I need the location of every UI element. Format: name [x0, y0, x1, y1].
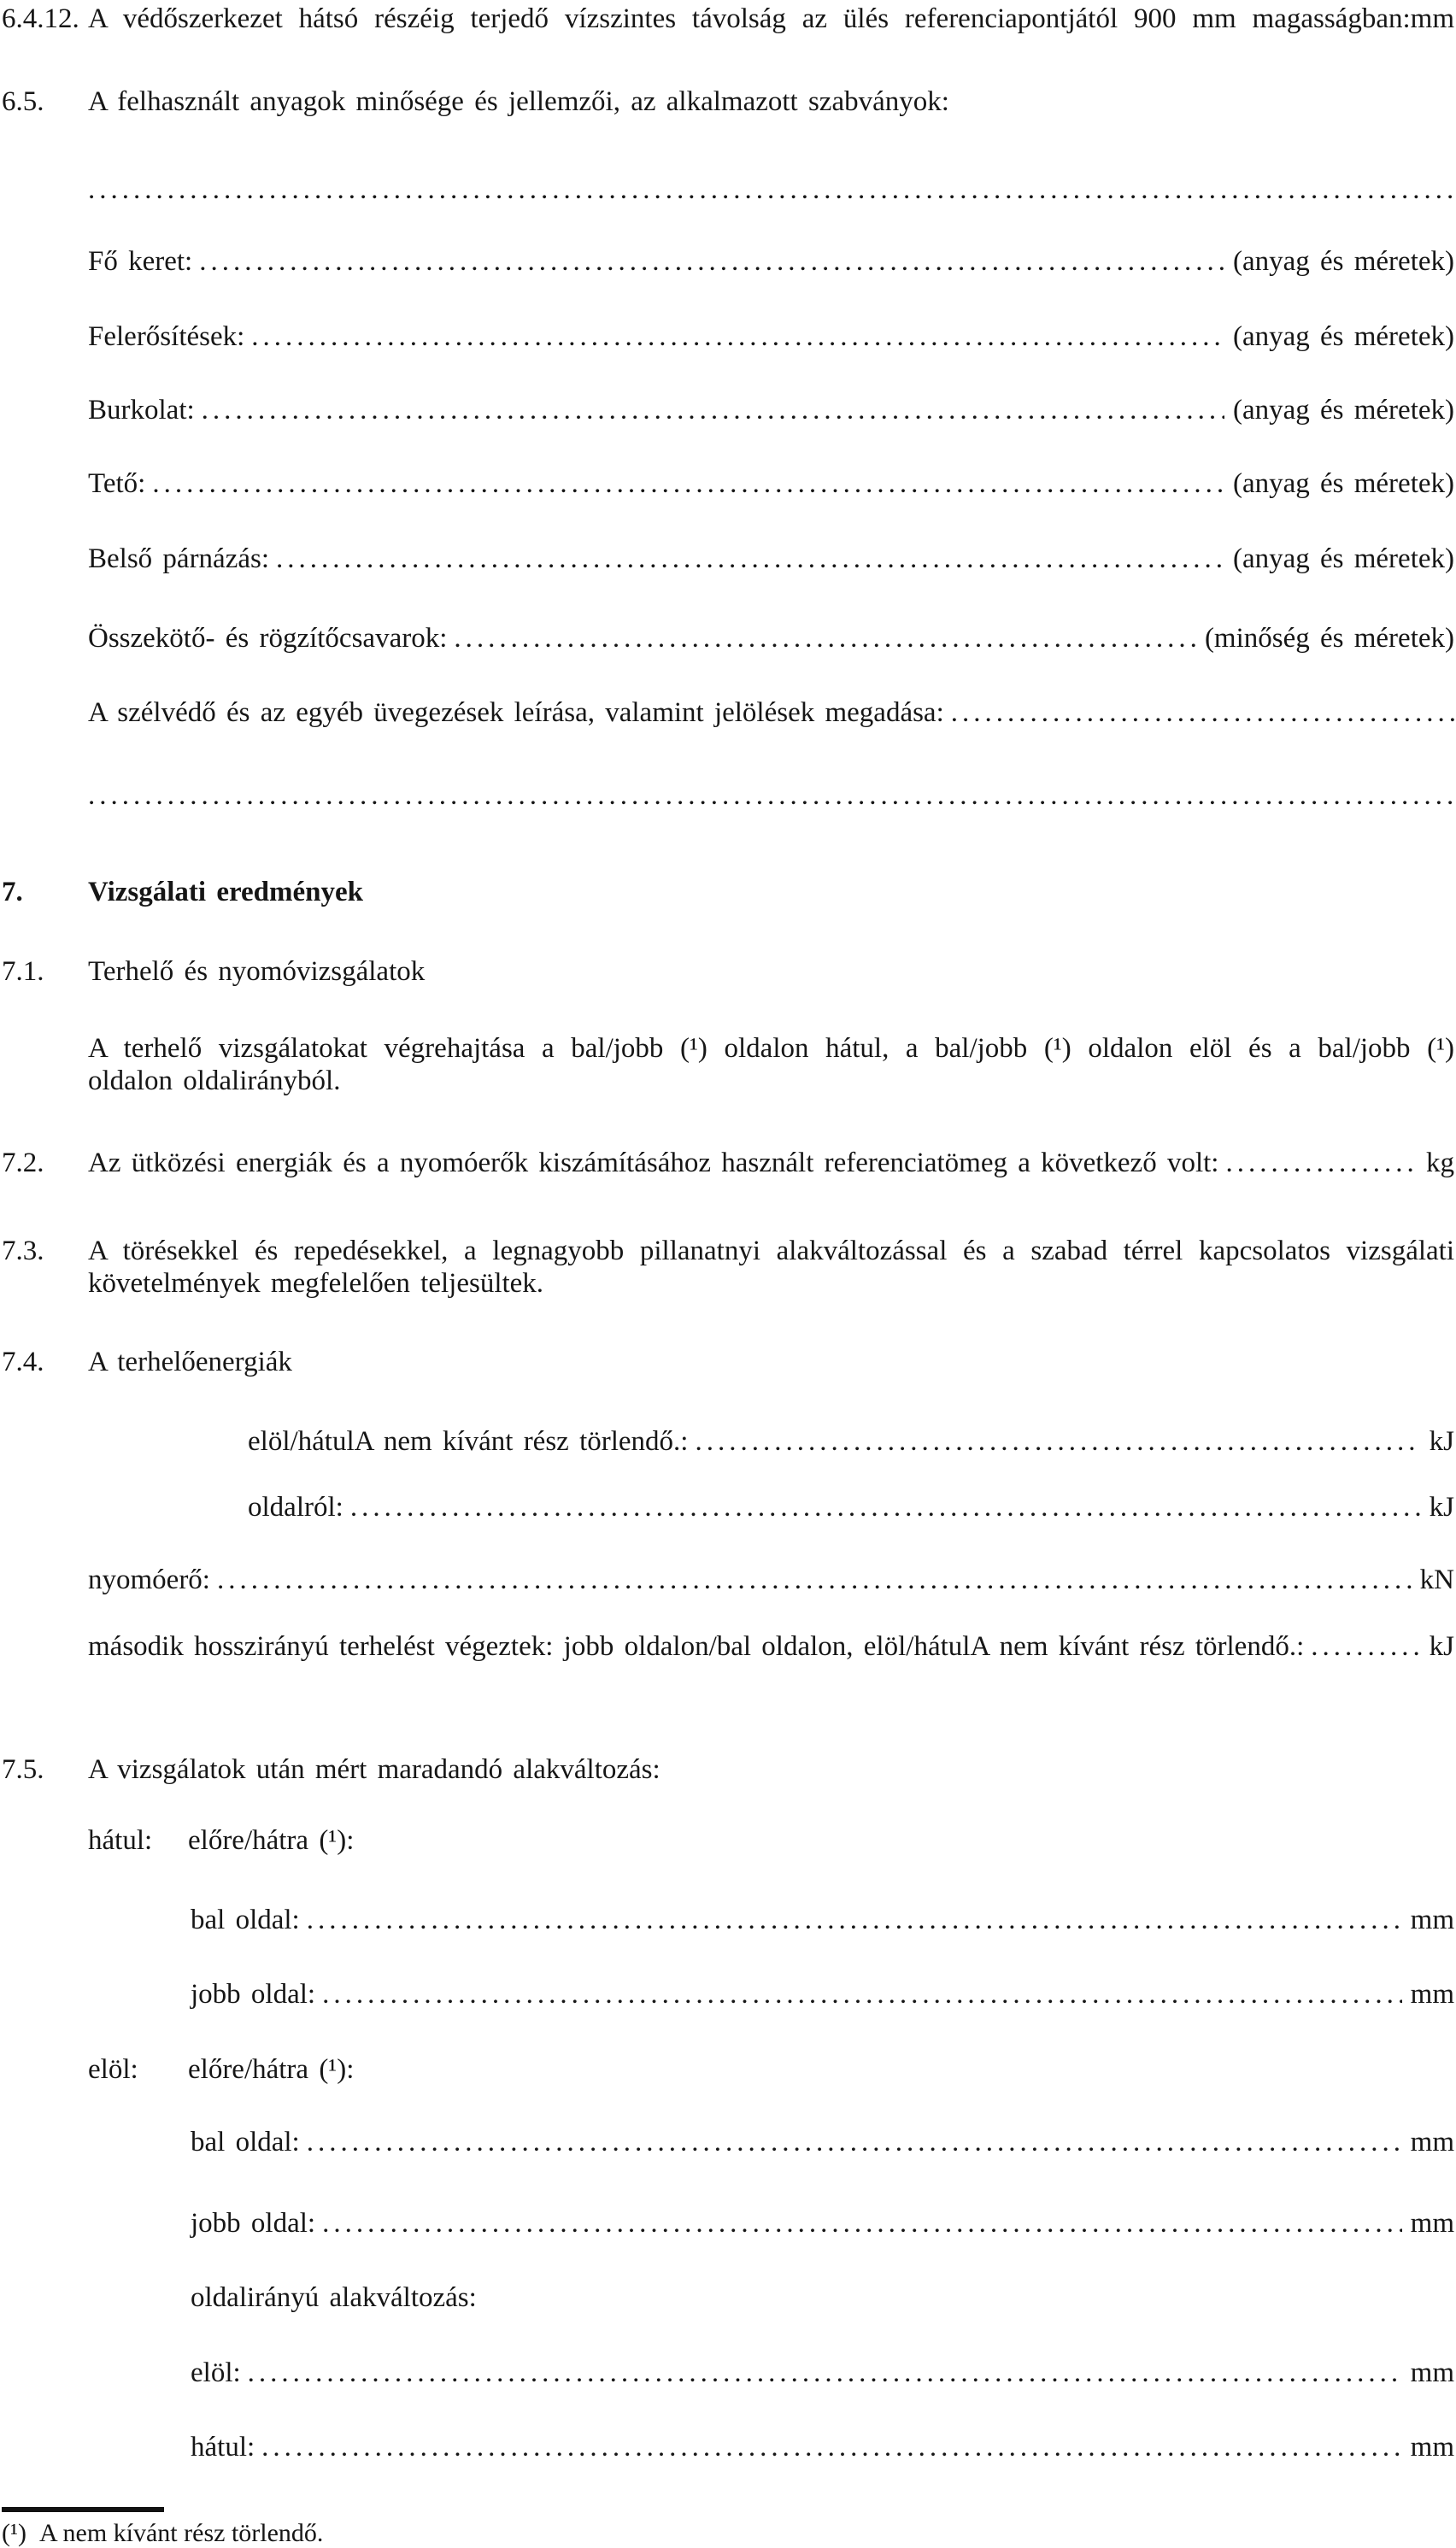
- clause-number: 7.3.: [2, 1236, 44, 1266]
- unit-label: kg: [1426, 1148, 1454, 1178]
- field-label: Tető:: [88, 468, 146, 499]
- field-annotation: (anyag és méretek): [1232, 395, 1454, 426]
- field-label: bal oldal:: [191, 2127, 300, 2158]
- field-label: bal oldal:: [191, 1905, 300, 1935]
- dotted-leader: [217, 1565, 1412, 1596]
- clause-6-4-12: [2, 3, 1454, 43]
- form-row-lateral-front: [2, 2357, 1454, 2397]
- clause-7-2: [2, 1148, 1454, 1187]
- dotted-leader: [261, 2432, 1402, 2463]
- clause-number: 7.: [2, 877, 23, 907]
- footnote-text: A nem kívánt rész törlendő.: [39, 2519, 324, 2547]
- paragraph-text: A törésekkel és repedésekkel, a legnagyobb pillanatnyi alakváltozással és a szabad térrel kapcsolatos vizsgálati: [88, 1236, 1454, 1266]
- field-label: Felerősítések:: [88, 321, 245, 352]
- dotted-leader: [322, 1979, 1402, 2011]
- field-label: hátul:: [191, 2432, 255, 2463]
- clause-7-3-line2: [2, 1268, 1454, 1307]
- paragraph-text: A terhelő vizsgálatokat végrehajtása a bal/jobb (¹) oldalon hátul, a bal/jobb (¹) oldalon elöl és a bal/jobb (¹): [88, 1033, 1454, 1064]
- form-row-rear-direction: [2, 1825, 1454, 1864]
- clause-title: Terhelő és nyomóvizsgálatok: [88, 956, 426, 987]
- footnote-rule: [2, 2507, 164, 2512]
- form-row-energy-front-rear: [2, 1426, 1454, 1465]
- field-label: elöl:: [191, 2357, 241, 2388]
- dotted-leader: [322, 2208, 1402, 2240]
- dotted-leader: [1225, 1148, 1418, 1179]
- clause-text: A felhasznált anyagok minősége és jellemzői, az alkalmazott szabványok:: [88, 86, 949, 117]
- field-label: nyomóerő:: [88, 1565, 210, 1595]
- unit-label: kN: [1419, 1565, 1454, 1595]
- form-row-lateral-rear: [2, 2432, 1454, 2471]
- field-label: oldalról:: [248, 1492, 343, 1523]
- field-label: jobb oldal:: [191, 1979, 316, 2010]
- paragraph-text: oldalon oldalirányból.: [88, 1066, 341, 1096]
- section-heading: Vizsgálati eredmények: [88, 877, 364, 907]
- clause-title: A vizsgálatok után mért maradandó alakváltozás:: [88, 1754, 660, 1785]
- form-row-crush-force: [2, 1565, 1454, 1604]
- field-annotation: (anyag és méretek): [1232, 468, 1454, 499]
- blank-fill-line: [2, 174, 1454, 214]
- unit-label: mm: [1410, 1905, 1454, 1935]
- field-label: oldalirányú alakváltozás:: [191, 2282, 477, 2313]
- form-row-rear-left: [2, 1905, 1454, 1944]
- clause-7-4: [2, 1347, 1454, 1386]
- field-label: Belső párnázás:: [88, 543, 270, 574]
- dotted-leader: [307, 2127, 1402, 2158]
- clause-6-5: [2, 86, 1454, 126]
- field-label: Az ütközési energiák és a nyomóerők kiszámításához használt referenciatömeg a következő volt:: [88, 1148, 1219, 1178]
- field-value: előre/hátra (¹):: [188, 1825, 355, 1856]
- field-annotation: (minőség és méretek): [1204, 623, 1454, 654]
- unit-label: kJ: [1429, 1426, 1454, 1457]
- blank-fill-line: [2, 780, 1454, 819]
- unit-label: kJ: [1429, 1492, 1454, 1523]
- clause-title: A terhelőenergiák: [88, 1347, 292, 1377]
- field-label: elöl/hátulA nem kívánt rész törlendő.:: [248, 1426, 689, 1457]
- field-annotation: (anyag és méretek): [1232, 321, 1454, 352]
- clause-7-1-paragraph-line2: [2, 1066, 1454, 1105]
- unit-label: kJ: [1429, 1631, 1454, 1662]
- clause-number: 7.4.: [2, 1347, 44, 1377]
- clause-number: 6.4.12.: [2, 3, 79, 34]
- field-annotation: (anyag és méretek): [1232, 246, 1454, 277]
- form-row-roof: [2, 468, 1454, 508]
- clause-number: 7.2.: [2, 1148, 44, 1178]
- dotted-leader: [202, 395, 1224, 426]
- dotted-leader: [248, 2357, 1402, 2389]
- field-value: előre/hátra (¹):: [188, 2054, 355, 2085]
- field-annotation: (anyag és méretek): [1232, 543, 1454, 574]
- form-row-front-right: [2, 2208, 1454, 2247]
- form-row-second-longitudinal: [2, 1631, 1454, 1670]
- clause-number: 7.1.: [2, 956, 44, 987]
- dotted-leader: [951, 697, 1454, 729]
- field-label: második hosszirányú terhelést végeztek: jobb oldalon/bal oldalon, elöl/hátulA nem kívánt rész törlendő.:: [88, 1631, 1305, 1662]
- form-row-interior-padding: [2, 543, 1454, 583]
- footnote-marker: (¹): [2, 2519, 26, 2547]
- dotted-leader: [88, 780, 1454, 812]
- dotted-leader: [199, 246, 1224, 278]
- field-label: Összekötő- és rögzítőcsavarok:: [88, 623, 448, 654]
- field-label: elöl:: [88, 2054, 138, 2085]
- dotted-leader: [251, 321, 1224, 353]
- unit-label: mm: [1410, 2432, 1454, 2463]
- unit-label: mm: [1410, 1979, 1454, 2010]
- clause-7-5: [2, 1754, 1454, 1794]
- form-row-mountings: [2, 321, 1454, 361]
- form-row-lateral-heading: [2, 2282, 1454, 2322]
- unit-label: mm: [1410, 2357, 1454, 2388]
- paragraph-text: követelmények megfelelően teljesültek.: [88, 1268, 544, 1299]
- clause-7-1: [2, 956, 1454, 995]
- form-row-main-frame: [2, 246, 1454, 285]
- form-row-rear-right: [2, 1979, 1454, 2018]
- form-row-glazing: [2, 697, 1454, 737]
- form-row-cladding: [2, 395, 1454, 434]
- form-row-front-left: [2, 2127, 1454, 2166]
- clause-number: 7.5.: [2, 1754, 44, 1785]
- dotted-leader: [454, 623, 1196, 655]
- clause-number: 6.5.: [2, 86, 44, 117]
- clause-text: A védőszerkezet hátsó részéig terjedő vízszintes távolság az ülés referenciapontjától 900 mm magasságban:mm: [88, 3, 1454, 34]
- form-row-front-direction: [2, 2054, 1454, 2093]
- field-label: jobb oldal:: [191, 2208, 316, 2239]
- dotted-leader: [695, 1426, 1420, 1458]
- unit-label: mm: [1410, 2208, 1454, 2239]
- field-label: Burkolat:: [88, 395, 195, 426]
- field-label: hátul:: [88, 1825, 153, 1856]
- footnote: [2, 2519, 1454, 2548]
- dotted-leader: [307, 1905, 1402, 1936]
- section-7-heading: [2, 877, 1454, 916]
- dotted-leader: [276, 543, 1224, 575]
- dotted-leader: [152, 468, 1224, 500]
- dotted-leader: [1311, 1631, 1420, 1663]
- form-row-energy-side: [2, 1492, 1454, 1531]
- dotted-leader: [88, 174, 1454, 206]
- unit-label: mm: [1410, 2127, 1454, 2158]
- form-row-bolts: [2, 623, 1454, 662]
- field-label: Fő keret:: [88, 246, 193, 277]
- dotted-leader: [350, 1492, 1421, 1524]
- field-label: A szélvédő és az egyéb üvegezések leírása, valamint jelölések megadása:: [88, 697, 944, 728]
